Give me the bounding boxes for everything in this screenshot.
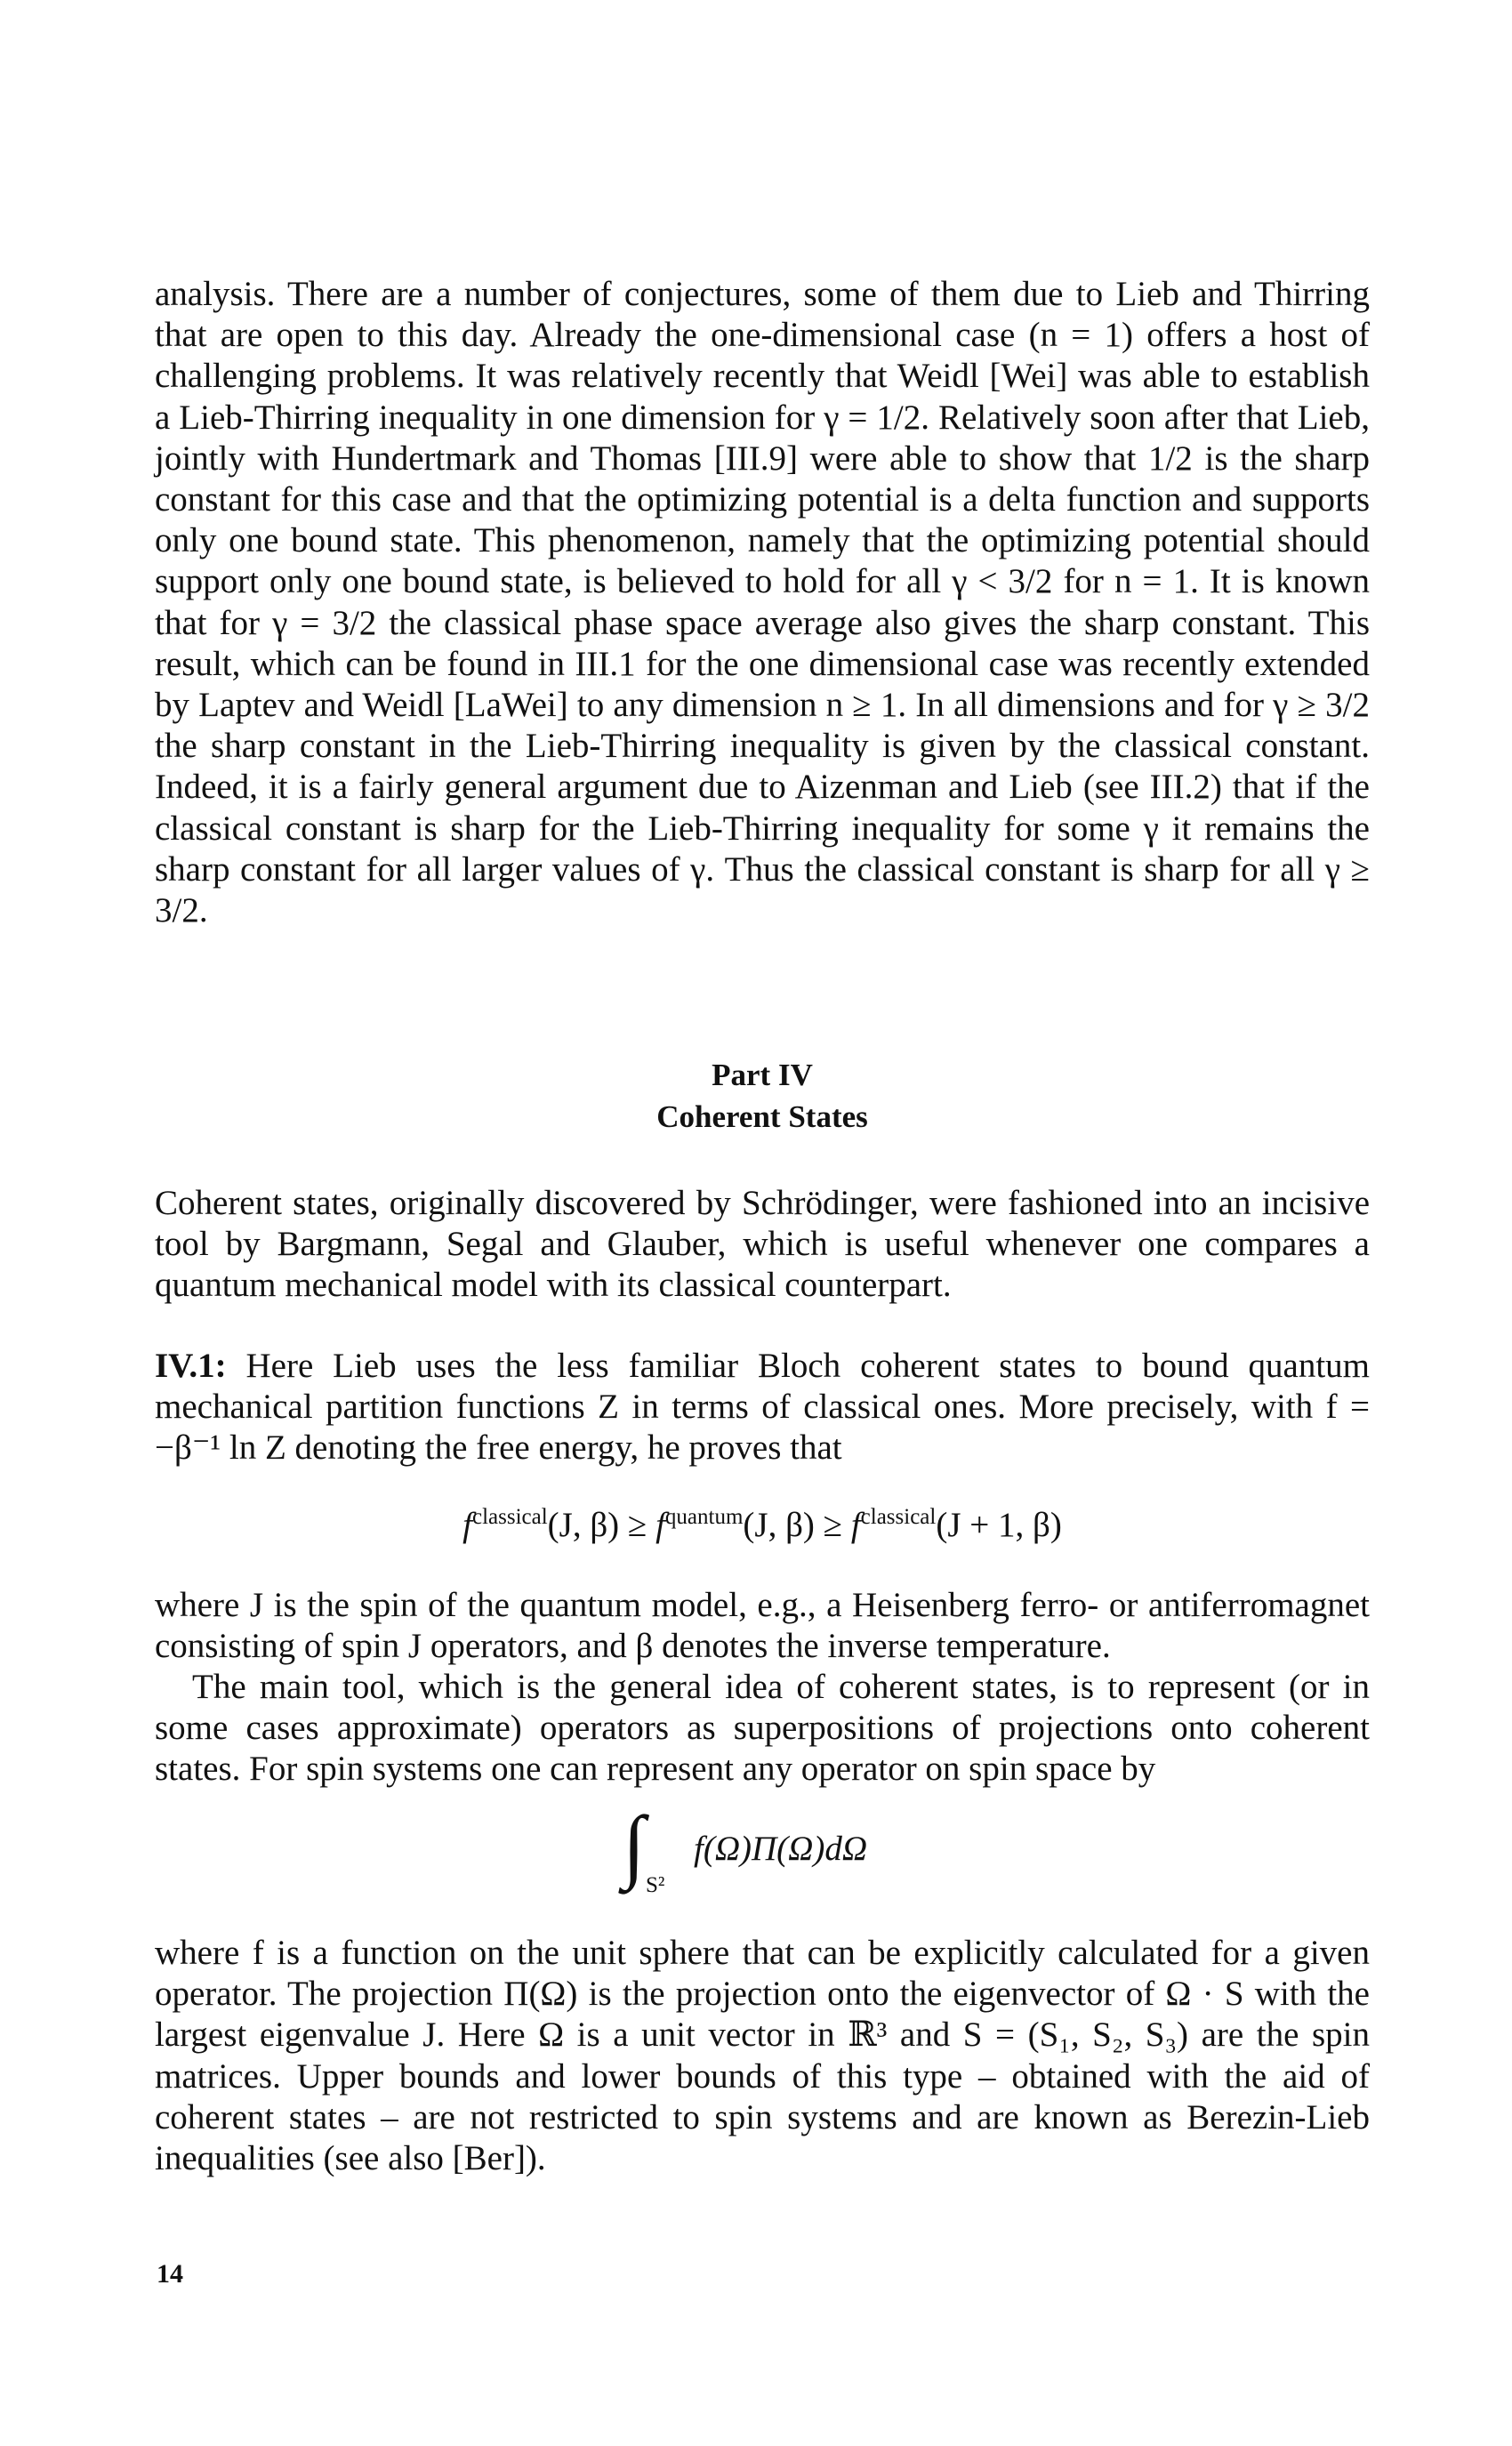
section-label: IV.1: [155, 1347, 227, 1385]
after-inequality-block [155, 1585, 1370, 1667]
after-inequality-paragraph: where J is the spin of the quantum model, e.g., a Heisenberg ferro- or antiferromagnet consisting of spin J operators, and β denotes the inverse temperature. [155, 1586, 1370, 1666]
part-intro-block [155, 1183, 1370, 1307]
intro-paragraph-block [155, 274, 1370, 931]
closing-paragraph-block [155, 1933, 1370, 2179]
part-intro-paragraph: Coherent states, originally discovered by Schrödinger, were fashioned into an incisive tool by Bargmann, Segal and Glauber, which is useful whenever one compares a quantum mechanical model with its classical counterpart. [155, 1184, 1370, 1305]
free-energy-inequality [155, 1505, 1370, 1545]
inequality-args-2: (J, β) ≥ [743, 1506, 851, 1544]
integral-domain: S² [646, 1873, 665, 1897]
f-classical-lhs-sup: classical [471, 1505, 548, 1529]
main-tool-block [155, 1667, 1370, 1790]
f-quantum-sup: quantum [664, 1505, 744, 1529]
integral-sign: ∫ [623, 1799, 646, 1890]
closing-paragraph: where f is a function on the unit sphere that can be explicitly calculated for a given operator. The projection Π(Ω) is the projection onto the eigenvector of Ω · S with the largest eigenvalue J. Here Ω is a unit vector in ℝ³ and S = (S₁, S₂, S₃) are the spin matrices. Upper bounds and lower bounds of this type – obtained with the aid of coherent states – are not restricted to spin systems and are known as Berezin-Lieb inequalities (see also [Ber]). [155, 1934, 1370, 2178]
section-block [155, 1346, 1370, 1469]
section-text: Here Lieb uses the less familiar Bloch coherent states to bound quantum mechanical partition functions Z in terms of classical ones. More precisely, with f = −β⁻¹ ln Z denoting the free energy, he proves that [155, 1347, 1370, 1468]
section-paragraph [155, 1346, 1370, 1469]
main-tool-paragraph: The main tool, which is the general idea of coherent states, is to represent (or in some cases approximate) operators as superpositions of projections onto coherent states. For spin systems one can represent any operator on spin space by [155, 1668, 1370, 1789]
part-label: Part IV [712, 1058, 813, 1092]
inequality-args-3: (J + 1, β) [936, 1506, 1062, 1544]
inequality-args-1: (J, β) ≥ [547, 1506, 656, 1544]
integral-integrand: f(Ω)Π(Ω)dΩ [694, 1830, 868, 1868]
f-quantum: f [655, 1506, 665, 1544]
f-classical-rhs: f [850, 1506, 861, 1544]
integral-expression [623, 1799, 925, 1919]
page-number: 14 [157, 2259, 183, 2289]
f-classical-lhs: f [462, 1506, 472, 1544]
intro-paragraph: analysis. There are a number of conjectures, some of them due to Lieb and Thirring that are open to this day. Already the one-dimensional case (n = 1) offers a host of challenging problems. It was relatively recently that Weidl [Wei] was able to establish a Lieb-Thirring inequality in one dimension for γ = 1/2. Relatively soon after that Lieb, jointly with Hundertmark and Thomas [III.9] were able to show that 1/2 is the sharp constant for this case and that the optimizing potential is a delta function and supports only one bound state. This phenomenon, namely that the optimizing potential should support only one bound state, is believed to hold for all γ < 3/2 for n = 1. It is known that for γ = 3/2 the classical phase space average also gives the sharp constant. This result, which can be found in III.1 for the one dimensional case was recently extended by Laptev and Weidl [LaWei] to any dimension n ≥ 1. In all dimensions and for γ ≥ 3/2 the sharp constant in the Lieb-Thirring inequality is given by the classical constant. Indeed, it is a fairly general argument due to Aizenman and Lieb (see III.2) that if the classical constant is sharp for the Lieb-Thirring inequality for some γ it remains the sharp constant for all larger values of γ. Thus the classical constant is sharp for all γ ≥ 3/2. [155, 275, 1370, 930]
f-classical-rhs-sup: classical [860, 1505, 937, 1529]
part-title: Coherent States [656, 1099, 868, 1134]
